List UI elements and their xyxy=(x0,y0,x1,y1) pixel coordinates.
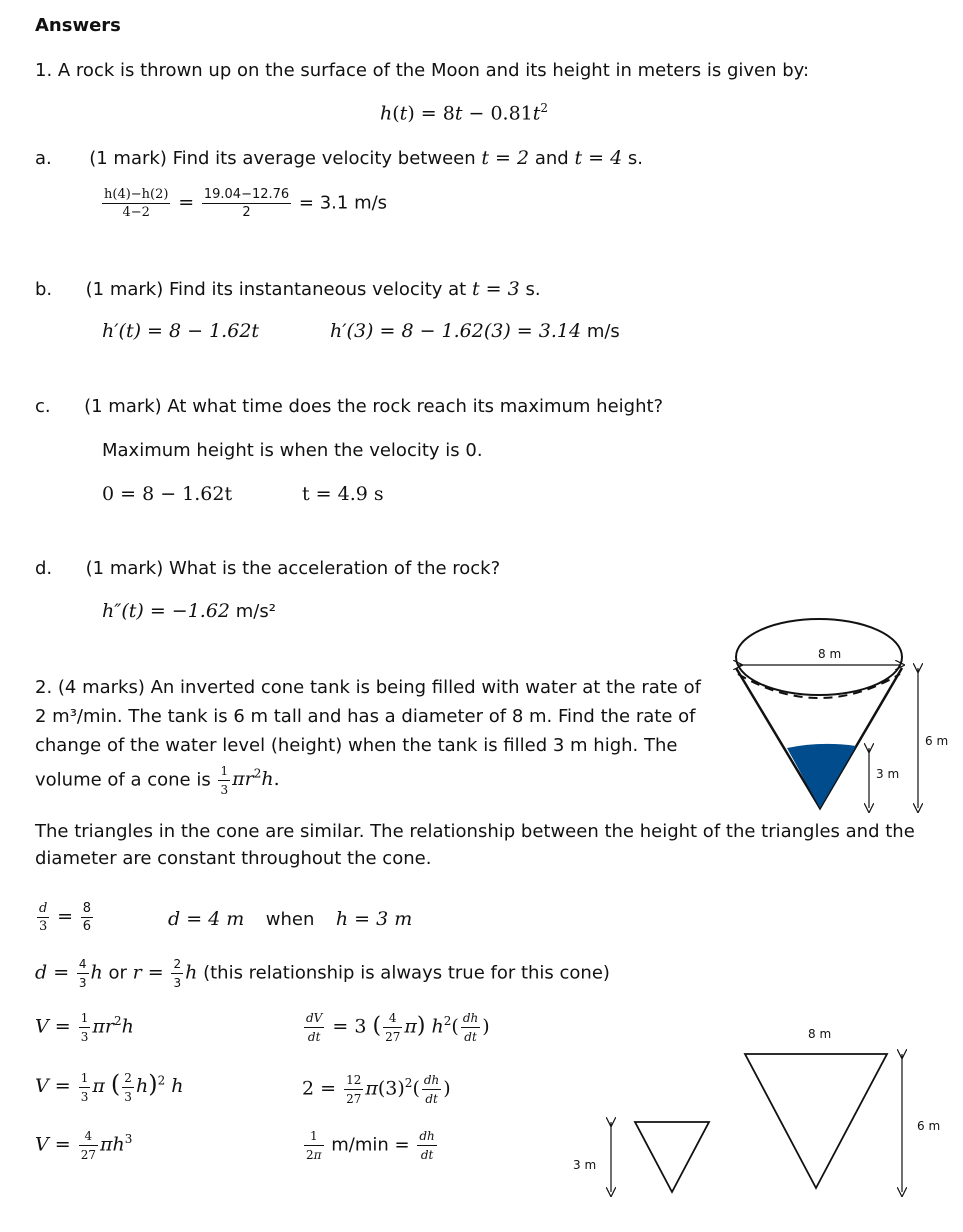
q2-volume-simplified: V = $\frac{4}{27}$ $\pi h^3$ xyxy=(35,1129,133,1162)
q2-substitution: 2 = $\frac{12}{27}$ $\pi(3)^2$( $\frac{dh}{dt}$ ) xyxy=(302,1073,451,1106)
q2-cone-volume-fraction: $\frac{1}{3}$ xyxy=(220,763,229,797)
q2-volume-substituted: V = $\frac{1}{3}$ π ( $\frac{2}{3}$ h)$^2$ h xyxy=(35,1070,184,1104)
q1a-result: = 3.1 m/s xyxy=(298,192,388,214)
q2-prompt: 2. (4 marks) An inverted cone tank is being filled with water at the rate of 2 m³/min. The tank is 6 m tall and has a diameter of 8 m. Find the rate of change of the water level (height) when the tank is filled 3 m high. The volume of a cone is $\frac{1}{3}$ $\pi r^2h$. xyxy=(35,677,701,797)
q2-relationship: d = $\frac{4}{3}$ h or r = $\frac{2}{3}$ h (this relationship is always true for this cone) xyxy=(35,957,610,990)
q2-volume-formula: V = $\frac{1}{3}$ $\pi r^2h$ xyxy=(35,1011,134,1044)
q1b-row xyxy=(35,278,541,300)
small-triangle xyxy=(635,1122,709,1192)
large-triangle-width-label: 8 m xyxy=(808,1027,832,1041)
q1d-unit: m/s² xyxy=(235,601,276,622)
small-triangle-height-label: 3 m xyxy=(573,1158,597,1172)
q1a-fraction-2: $\frac{19.04-12.76}{2}$ xyxy=(203,187,290,220)
q2-ratio: $\frac{d}{3}$ = $\frac{8}{6}$ xyxy=(39,901,91,934)
q1d-second-derivative: h″(t) = −1.62 xyxy=(102,600,231,622)
q1a-question: (1 mark) Find its average velocity between xyxy=(89,148,476,169)
q1-height-function: $h(t) = 8t - 0.81t^2$ xyxy=(380,101,549,125)
similar-triangles-diagram xyxy=(565,1020,963,1200)
q1d-label: d. xyxy=(35,558,53,579)
large-triangle-height-label: 6 m xyxy=(917,1119,941,1133)
page-title: Answers xyxy=(35,15,121,36)
q1b-eval-unit: m/s xyxy=(586,321,620,342)
q2-diameter-result: d = 4 m when h = 3 m xyxy=(168,908,413,930)
q1a-label: a. xyxy=(35,148,52,169)
q1c-label: c. xyxy=(35,396,51,417)
q1-prompt: 1. A rock is thrown up on the surface of the Moon and its height in meters is given by: xyxy=(35,60,810,81)
q1a-t1: t = 2 xyxy=(481,147,530,169)
q1d-question: (1 mark) What is the acceleration of the rock? xyxy=(85,558,501,579)
q1a-answer: $\frac{h(4)-h(2)}{4-2}$ = $\frac{19.04-12.76}{2}$ = 3.1 m/s xyxy=(104,187,388,220)
q1c-explanation: Maximum height is when the velocity is 0. xyxy=(102,440,483,461)
q1b-label: b. xyxy=(35,279,53,300)
q1a-fraction-1: $\frac{h(4)-h(2)}{4-2}$ xyxy=(104,187,169,220)
q1d-row xyxy=(35,558,500,579)
height-label: 6 m xyxy=(925,734,949,748)
q1b-t: t = 3 xyxy=(471,278,520,300)
q1b-question: (1 mark) Find its instantaneous velocity at xyxy=(85,279,467,300)
q1a-and: and xyxy=(534,148,569,169)
q2-final-answer: $\frac{1}{2\pi}$ m/min = $\frac{dh}{dt}$ xyxy=(306,1129,435,1162)
q1a-t2: t = 4 xyxy=(574,147,623,169)
q1a-row xyxy=(35,147,643,169)
q2-volume-derivative: $\frac{dV}{dt}$ = 3 ( $\frac{4}{27}$ π) $h^2$( $\frac{dh}{dt}$ ) xyxy=(306,1011,490,1044)
water-height-label: 3 m xyxy=(876,767,900,781)
q1b-evaluation xyxy=(330,320,620,342)
q1b-unit: s. xyxy=(525,279,541,300)
q1c-row xyxy=(35,396,663,417)
cone-tank-diagram xyxy=(725,610,963,815)
q1a-unit: s. xyxy=(627,148,644,169)
diameter-label: 8 m xyxy=(818,647,842,661)
large-triangle xyxy=(745,1054,887,1188)
q1b-derivative: h′(t) = 8 − 1.62t xyxy=(102,320,260,342)
q1c-question: (1 mark) At what time does the rock reach its maximum height? xyxy=(84,396,664,417)
water-fill xyxy=(787,744,856,808)
q1c-equation: 0 = 8 − 1.62t xyxy=(102,483,233,505)
q2-explanation: The triangles in the cone are similar. The relationship between the height of the triangles and the diameter are constant throughout the cone. xyxy=(35,821,915,869)
q1c-time-result: t = 4.9 s xyxy=(302,483,384,505)
q1d-answer xyxy=(102,600,276,622)
q1b-eval-expr: h′(3) = 8 − 1.62(3) = 3.14 xyxy=(330,320,582,342)
